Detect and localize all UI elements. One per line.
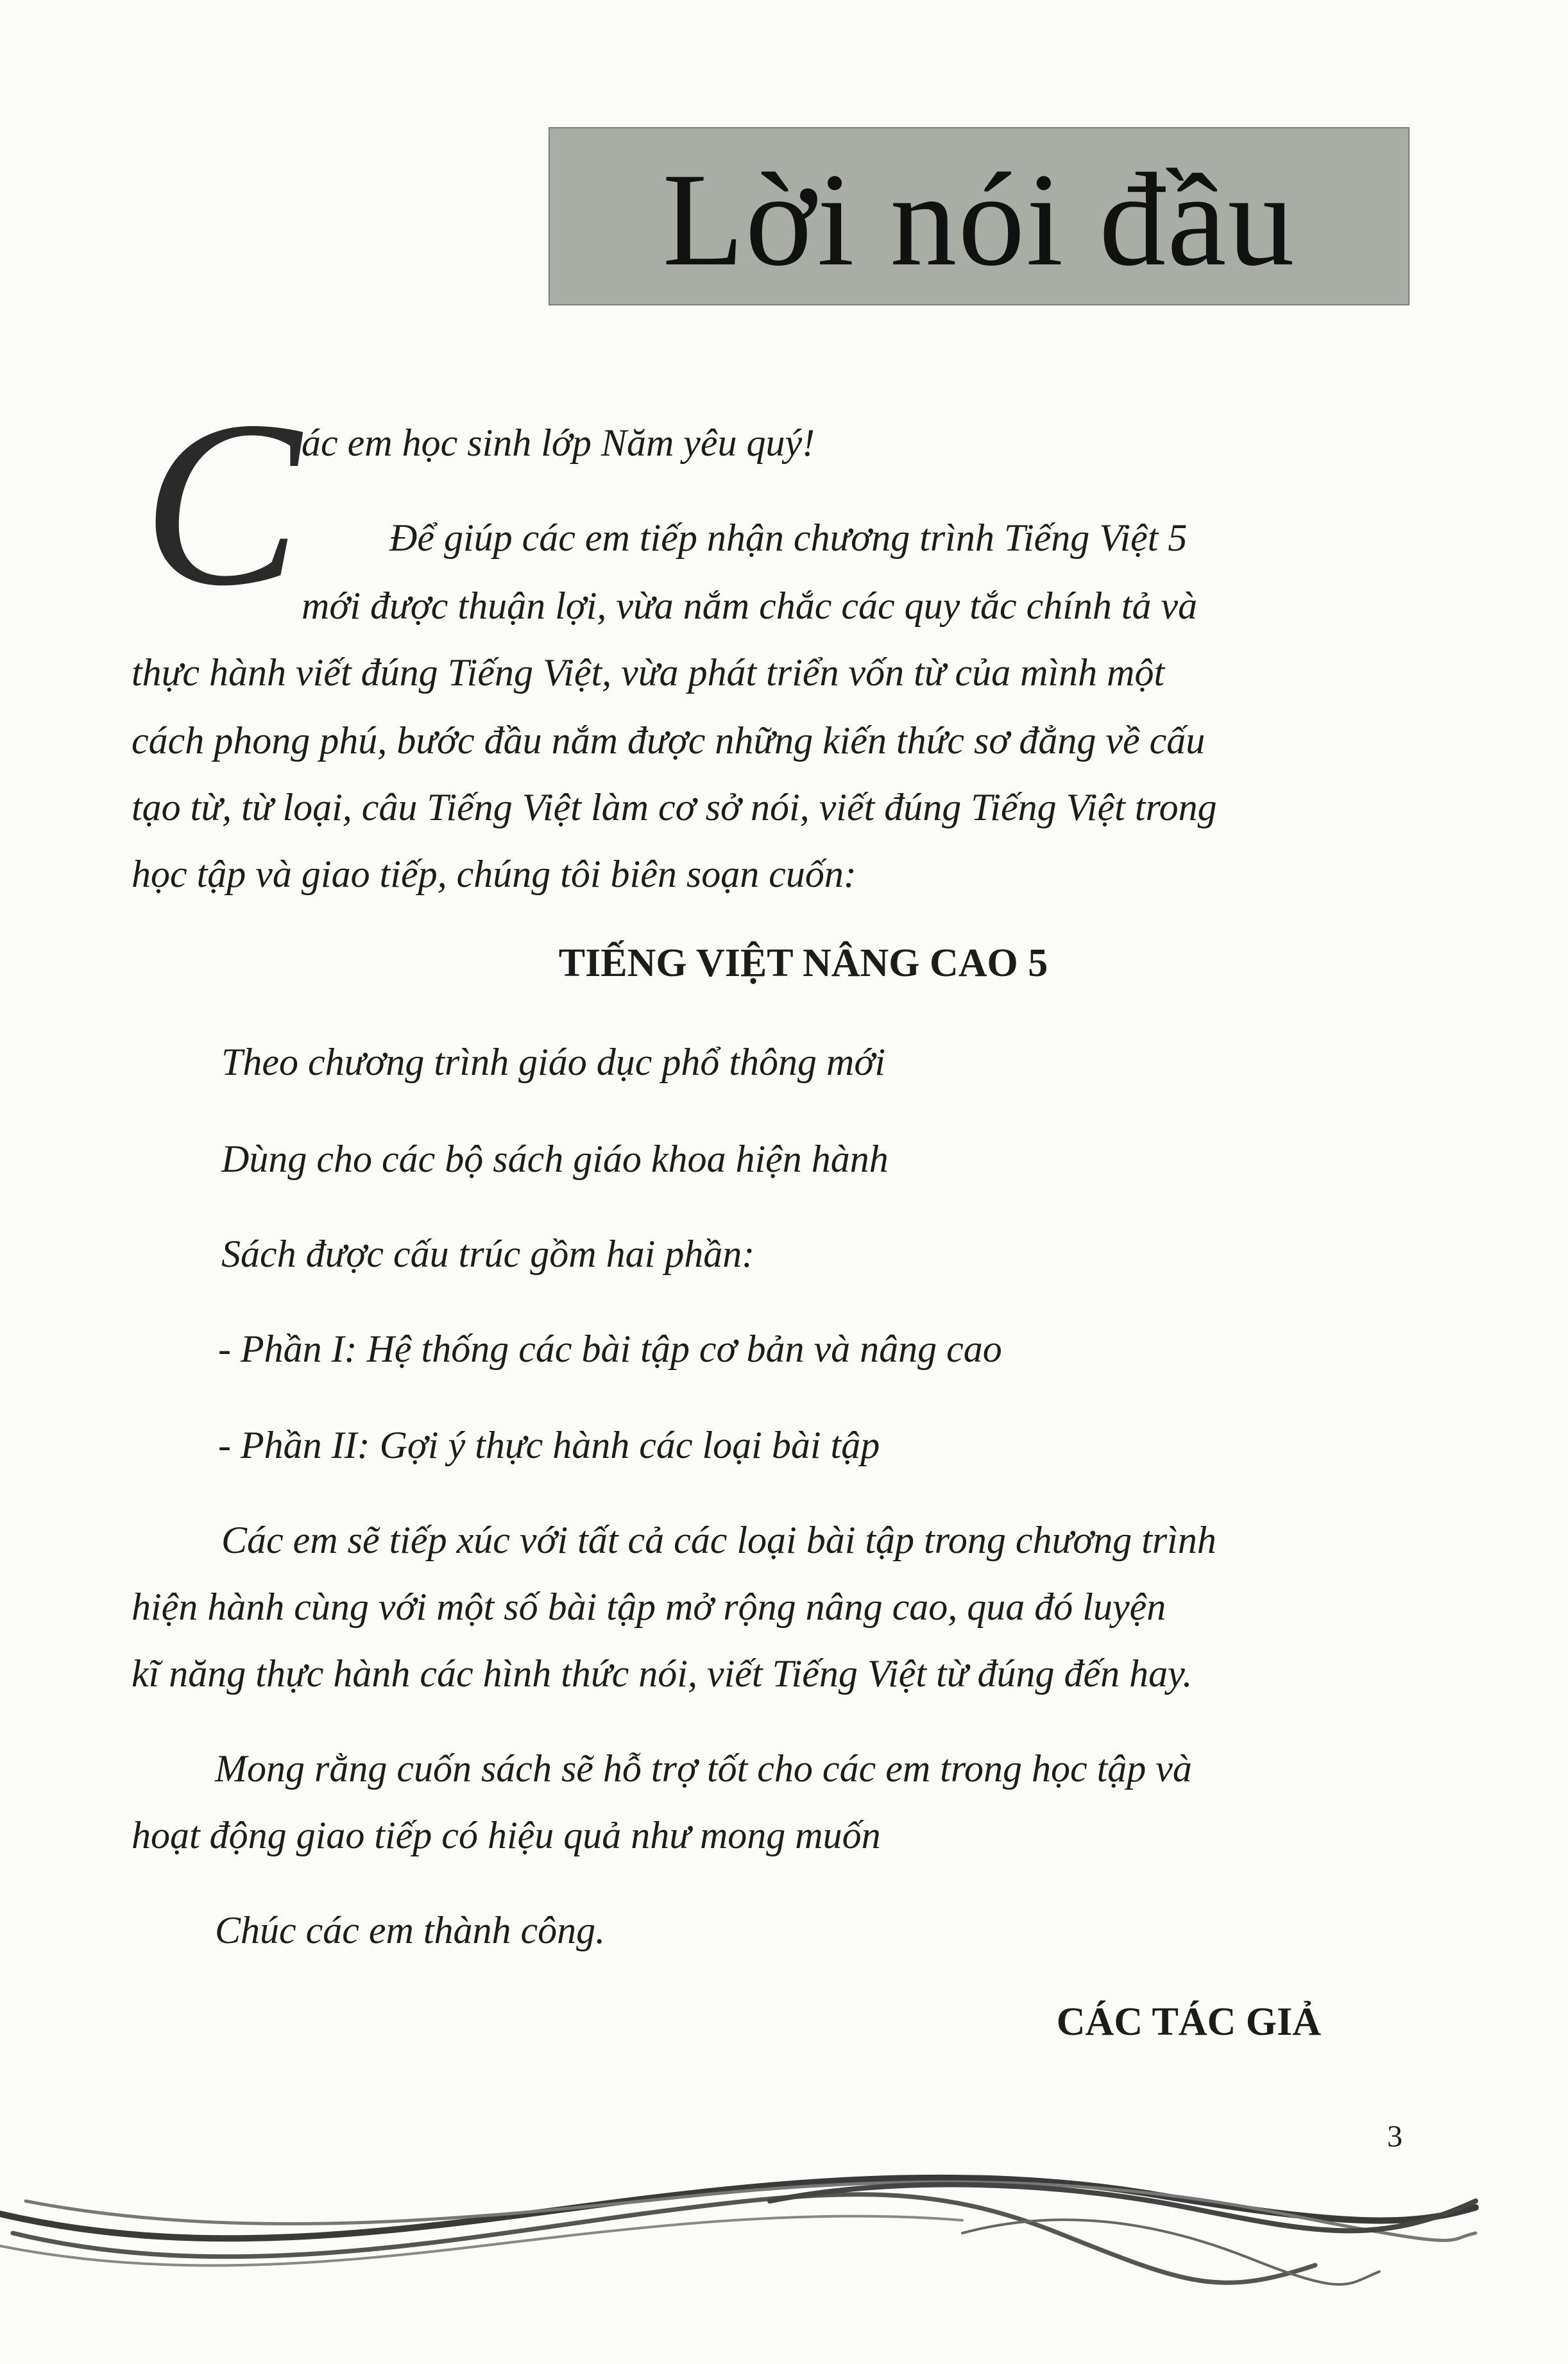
greeting-text: ác em học sinh lớp Năm yêu quý! xyxy=(302,422,815,464)
detail-part-2: - Phần II: Gợi ý thực hành các loại bài tập xyxy=(218,1424,880,1466)
authors-signature: CÁC TÁC GIẢ xyxy=(1056,2000,1321,2044)
page-number: 3 xyxy=(1387,2120,1402,2154)
detail-curriculum: Theo chương trình giáo dục phổ thông mới xyxy=(221,1041,886,1083)
heading-banner xyxy=(549,127,1410,305)
para2-line-1: Các em sẽ tiếp xúc với tất cả các loại bài tập trong chương trình xyxy=(221,1519,1216,1561)
drop-cap-letter: C xyxy=(142,372,301,635)
para2-line-3: kĩ năng thực hành các hình thức nói, viết Tiếng Việt từ đúng đến hay. xyxy=(132,1652,1193,1695)
para3-line-1: Mong rằng cuốn sách sẽ hỗ trợ tốt cho các em trong học tập và xyxy=(215,1747,1192,1790)
detail-usage: Dùng cho các bộ sách giáo khoa hiện hành xyxy=(221,1138,889,1180)
para2-line-2: hiện hành cùng với một số bài tập mở rộng nâng cao, qua đó luyện xyxy=(132,1586,1166,1628)
detail-structure: Sách được cấu trúc gồm hai phần: xyxy=(221,1233,755,1275)
intro-line-2: mới được thuận lợi, vừa nắm chắc các quy tắc chính tả và xyxy=(302,585,1198,627)
book-title: TIẾNG VIỆT NÂNG CAO 5 xyxy=(558,941,1048,985)
decorative-wave-ornament xyxy=(0,2137,1568,2304)
page-title: Lời nói đầu xyxy=(662,146,1296,293)
detail-part-1: - Phần I: Hệ thống các bài tập cơ bản và nâng cao xyxy=(218,1328,1002,1370)
intro-line-5: tạo từ, từ loại, câu Tiếng Việt làm cơ sở nói, viết đúng Tiếng Việt trong xyxy=(132,786,1217,828)
intro-line-1: Để giúp các em tiếp nhận chương trình Tiếng Việt 5 xyxy=(389,517,1188,559)
intro-line-4: cách phong phú, bước đầu nắm được những kiến thức sơ đẳng về cấu xyxy=(132,719,1206,762)
para3-line-2: hoạt động giao tiếp có hiệu quả như mong muốn xyxy=(132,1814,881,1856)
intro-line-3: thực hành viết đúng Tiếng Việt, vừa phát triển vốn từ của mình một xyxy=(132,651,1165,694)
closing-wish: Chúc các em thành công. xyxy=(215,1909,606,1951)
intro-line-6: học tập và giao tiếp, chúng tôi biên soạn cuốn: xyxy=(132,853,856,895)
